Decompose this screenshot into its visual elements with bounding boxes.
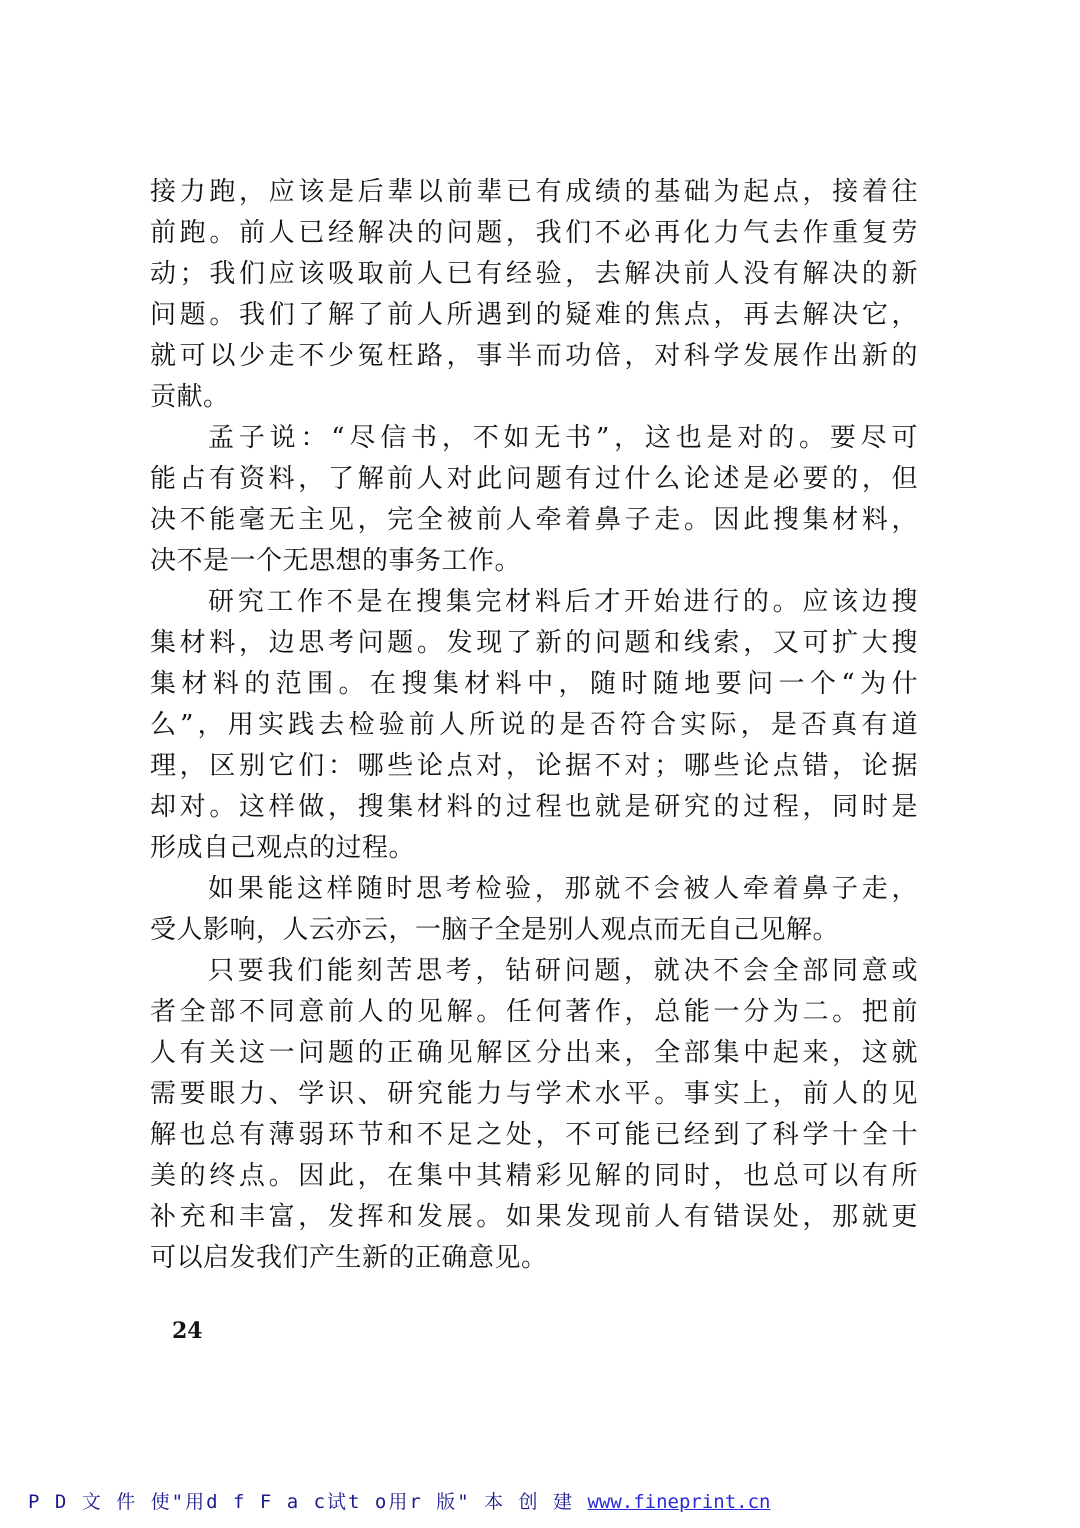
- text-line: 如果能这样随时思考检验，那就不会被人牵着鼻子走，: [208, 874, 918, 904]
- text-line: 需要眼力、学识、研究能力与学术水平。事实上，前人的见: [150, 1079, 918, 1109]
- text-line: 动；我们应该吸取前人已有经验，去解决前人没有解决的新: [150, 259, 918, 289]
- text-line: 补充和丰富，发挥和发展。如果发现前人有错误处，那就更: [150, 1202, 918, 1232]
- text-line: 么”，用实践去检验前人所说的是否符合实际，是否真有道: [150, 710, 918, 740]
- text-line: 集材料，边思考问题。发现了新的问题和线索，又可扩大搜: [150, 628, 918, 658]
- text-line: 前跑。前人已经解决的问题，我们不必再化力气去作重复劳: [150, 218, 918, 248]
- text-line: 集材料的范围。在搜集材料中，随时随地要问一个“为什: [150, 669, 918, 699]
- text-line: 理，区别它们：哪些论点对，论据不对；哪些论点错，论据: [150, 751, 918, 781]
- text-line: 孟子说：“尽信书，不如无书”，这也是对的。要尽可: [208, 423, 918, 453]
- text-line: 只要我们能刻苦思考，钻研问题，就决不会全部同意或: [208, 956, 918, 986]
- text-line: 决不是一个无思想的事务工作。: [150, 546, 522, 576]
- footer-watermark: [28, 1487, 770, 1514]
- text-line: 可以启发我们产生新的正确意见。: [150, 1243, 548, 1273]
- footer-watermark-text: P D 文 件 使"用d f F a c试t o用r 版" 本 创 建: [28, 1491, 574, 1513]
- text-line: 美的终点。因此，在集中其精彩见解的同时，也总可以有所: [150, 1161, 918, 1191]
- text-line: 却对。这样做，搜集材料的过程也就是研究的过程，同时是: [150, 792, 918, 822]
- text-line: 就可以少走不少冤枉路，事半而功倍，对科学发展作出新的: [150, 341, 918, 371]
- text-line: 受人影响，人云亦云，一脑子全是别人观点而无自己见解。: [150, 915, 840, 945]
- text-line: 者全部不同意前人的见解。任何著作，总能一分为二。把前: [150, 997, 918, 1027]
- text-line: 贡献。: [150, 382, 230, 412]
- page-number: 24: [172, 1318, 203, 1344]
- text-line: 人有关这一问题的正确见解区分出来，全部集中起来，这就: [150, 1038, 918, 1068]
- text-line: 问题。我们了解了前人所遇到的疑难的焦点，再去解决它，: [150, 300, 918, 330]
- text-line: 决不能毫无主见，完全被前人牵着鼻子走。因此搜集材料，: [150, 505, 918, 535]
- text-line: 解也总有薄弱环节和不足之处，不可能已经到了科学十全十: [150, 1120, 918, 1150]
- footer-link[interactable]: www.fineprint.cn: [587, 1491, 771, 1513]
- text-line: 接力跑，应该是后辈以前辈已有成绩的基础为起点，接着往: [150, 177, 918, 207]
- text-line: 能占有资料，了解前人对此问题有过什么论述是必要的，但: [150, 464, 918, 494]
- text-line: 形成自己观点的过程。: [150, 833, 416, 863]
- text-line: 研究工作不是在搜集完材料后才开始进行的。应该边搜: [208, 587, 918, 617]
- body-text: [150, 172, 918, 1279]
